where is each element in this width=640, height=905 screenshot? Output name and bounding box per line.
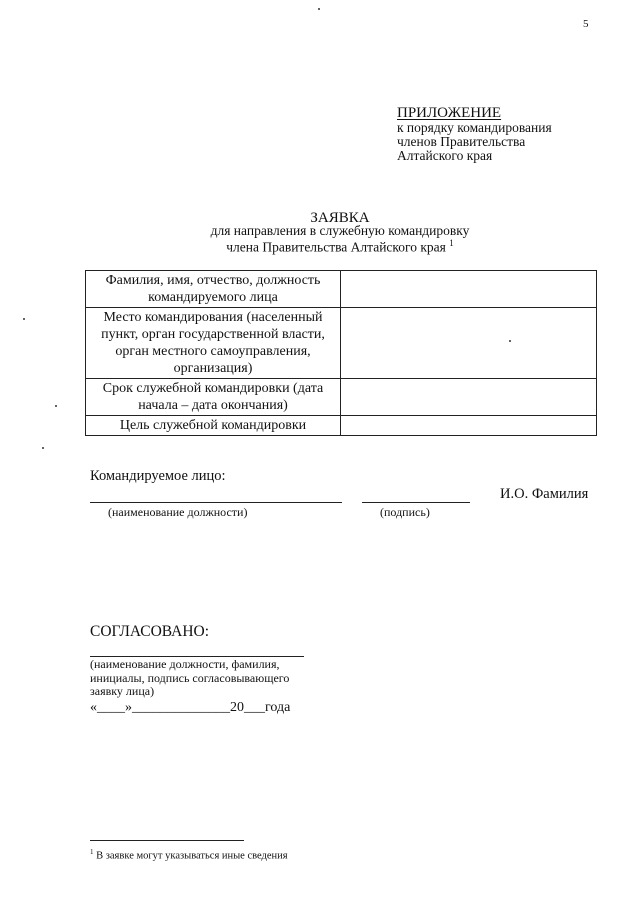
application-subtitle-line-2 (0, 237, 640, 254)
page-number: 5 (583, 18, 589, 30)
signature-label: Командируемое лицо: (90, 468, 226, 484)
footnote-separator (90, 840, 244, 841)
application-title: ЗАЯВКА (310, 210, 370, 226)
row-label: Цель служебной командировки (86, 416, 341, 436)
application-subtitle-line-1: для направления в служебную командировку (210, 223, 470, 238)
scan-speck (42, 447, 44, 449)
row-value[interactable] (341, 416, 597, 436)
row-label: Срок служебной командировки (дата начала – дата окончания) (86, 379, 341, 416)
scan-speck (509, 340, 511, 342)
appendix-line-3: Алтайского края (397, 148, 493, 163)
row-value[interactable] (341, 308, 597, 379)
agreed-caption-line-1: (наименование должности, фамилия, (90, 657, 280, 671)
row-label: Место командирования (населенный пункт, орган государственной власти, орган местного самоуправления, организация) (86, 308, 341, 379)
table-row (86, 308, 597, 379)
date-line: «____»______________20___года (90, 700, 291, 715)
appendix-line-1: к порядку командирования (397, 120, 552, 135)
signature-line (362, 502, 470, 503)
agreed-caption (90, 658, 289, 699)
row-value[interactable] (341, 271, 597, 308)
agreed-label: СОГЛАСОВАНО: (90, 623, 210, 640)
row-value[interactable] (341, 379, 597, 416)
position-caption: (наименование должности) (108, 505, 248, 519)
appendix-block (397, 106, 552, 163)
signature-caption: (подпись) (380, 505, 430, 519)
table-row (86, 416, 597, 436)
scan-speck (23, 318, 25, 320)
table-row (86, 271, 597, 308)
footnote (90, 848, 288, 862)
application-form-table (85, 270, 597, 436)
footnote-text: В заявке могут указываться иные сведения (96, 850, 288, 862)
agreed-caption-line-2: инициалы, подпись согласовывающего (90, 670, 290, 685)
scan-speck (318, 8, 320, 10)
footnote-number: 1 (90, 848, 94, 856)
application-subtitle (0, 224, 640, 254)
footnote-ref: 1 (449, 238, 454, 248)
signer-name: И.О. Фамилия (500, 486, 589, 502)
scan-speck (55, 405, 57, 407)
application-subtitle-text: члена Правительства Алтайского края (226, 239, 446, 255)
agreed-caption-line-3: заявку лица) (90, 684, 155, 698)
table-row (86, 379, 597, 416)
appendix-heading: ПРИЛОЖЕНИЕ (397, 105, 502, 121)
appendix-line-2: членов Правительства (397, 134, 526, 149)
position-line (90, 502, 342, 503)
row-label: Фамилия, имя, отчество, должность командируемого лица (86, 271, 341, 308)
